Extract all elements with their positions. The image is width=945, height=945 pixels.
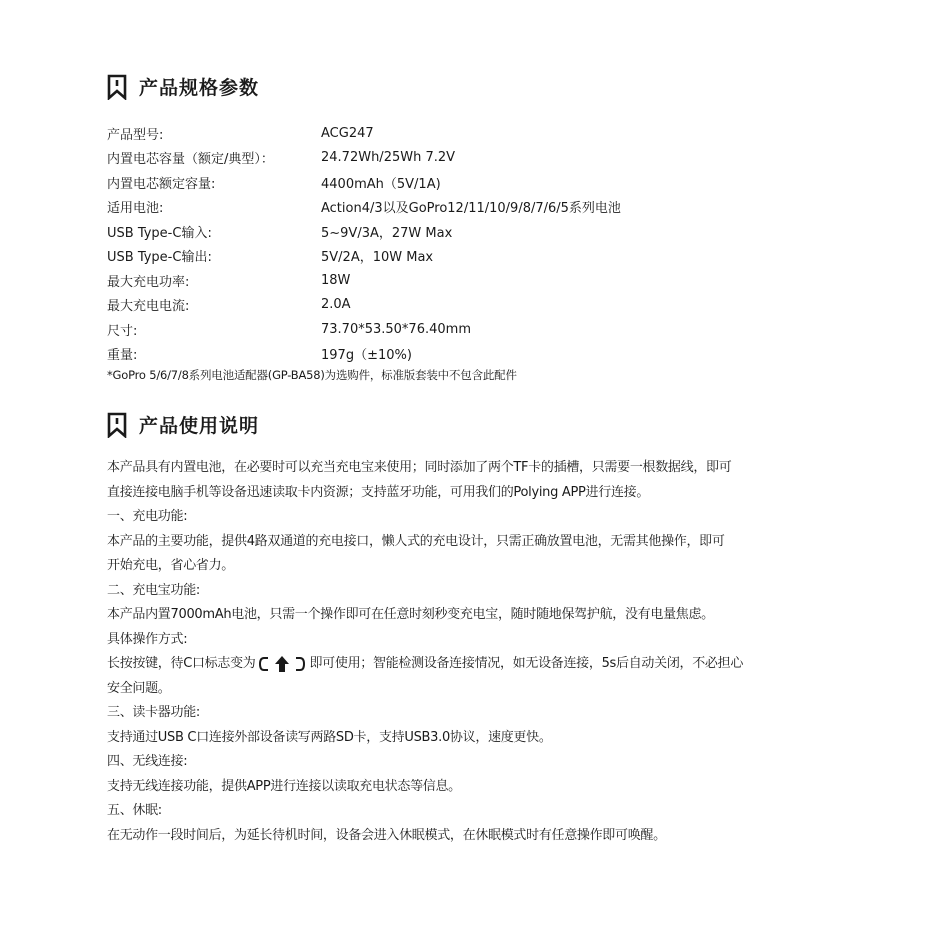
- spec-value: 73.70*53.50*76.40mm: [321, 321, 471, 337]
- spec-section-header: [107, 73, 259, 100]
- usage-body: [107, 456, 847, 848]
- usage-paragraph-line: 本产品的主要功能，提供4路双通道的充电接口，懒人式的充电设计，只需正确放置电池，无需其他操作，即可: [107, 533, 725, 549]
- usage-paragraph-line: 支持无线连接功能，提供APP进行连接以读取充电状态等信息。: [107, 778, 461, 794]
- usage-text-segment: 长按按键，待C口标志变为: [107, 656, 256, 671]
- usage-paragraph-line: 开始充电，省心省力。: [107, 558, 235, 573]
- spec-value: 5V/2A，10W Max: [321, 250, 434, 266]
- usage-subheading: 具体操作方式:: [107, 631, 188, 647]
- spec-label: 产品型号:: [107, 127, 164, 143]
- spec-label: 适用电池:: [107, 201, 164, 217]
- spec-row: [107, 170, 867, 195]
- spec-label: 最大充电功率:: [107, 274, 190, 290]
- bookmark-icon: [107, 412, 127, 438]
- usage-paragraph-line: [107, 652, 847, 677]
- usage-heading: 五、休眠:: [107, 803, 162, 818]
- spec-row: [107, 268, 867, 293]
- spec-row: [107, 219, 867, 244]
- spec-row: [107, 146, 867, 171]
- spec-label: USB Type-C输入:: [107, 225, 212, 241]
- spec-row: [107, 121, 867, 146]
- spec-value: 24.72Wh/25Wh 7.2V: [321, 150, 456, 166]
- usb-c-up-arrow-icon: [258, 655, 306, 673]
- spec-label: 尺寸:: [107, 323, 138, 339]
- spec-section-title: 产品规格参数: [139, 77, 260, 99]
- usage-paragraph-line: 在无动作一段时间后，为延长待机时间，设备会进入休眠模式，在休眠模式时有任意操作即可唤醒。: [107, 827, 666, 843]
- spec-label: USB Type-C输出:: [107, 250, 212, 266]
- spec-value: 5~9V/3A，27W Max: [321, 225, 453, 241]
- usage-heading: 一、充电功能:: [107, 509, 188, 524]
- spec-table: [107, 121, 867, 366]
- spec-label: 内置电芯容量（额定/典型）：: [107, 152, 274, 168]
- spec-row: [107, 244, 867, 269]
- spec-row: [107, 317, 867, 342]
- usage-paragraph-line: 本产品具有内置电池，在必要时可以充当充电宝来使用；同时添加了两个TF卡的插槽，只需要一根数据线，即可: [107, 460, 732, 475]
- spec-value: 197g（±10%): [321, 348, 412, 364]
- spec-footnote: *GoPro 5/6/7/8系列电池适配器(GP-BA58)为选购件，标准版套装中不包含此配件: [107, 368, 517, 382]
- spec-label: 内置电芯额定容量:: [107, 176, 216, 192]
- spec-row: [107, 293, 867, 318]
- spec-value: ACG247: [321, 125, 374, 141]
- spec-row: [107, 342, 867, 367]
- usage-heading: 三、读卡器功能:: [107, 705, 200, 720]
- usage-paragraph-line: 本产品内置7000mAh电池，只需一个操作即可在任意时刻秒变充电宝，随时随地保驾护航，没有电量焦虑。: [107, 607, 714, 622]
- spec-label: 最大充电电流:: [107, 299, 190, 315]
- usage-section-header: [107, 411, 259, 438]
- usage-section-title: 产品使用说明: [139, 415, 260, 437]
- bookmark-icon: [107, 74, 127, 100]
- usage-paragraph-line: 支持通过USB C口连接外部设备读写两路SD卡，支持USB3.0协议，速度更快。: [107, 729, 552, 745]
- usage-heading: 二、充电宝功能:: [107, 582, 200, 598]
- usage-paragraph-line: 安全问题。: [107, 680, 171, 696]
- spec-label: 重量:: [107, 348, 138, 364]
- spec-value: 4400mAh（5V/1A): [321, 176, 441, 192]
- usage-heading: 四、无线连接:: [107, 754, 188, 769]
- usage-text-segment: 即可使用；智能检测设备连接情况，如无设备连接，5s后自动关闭，不必担心: [309, 656, 744, 671]
- spec-value: 18W: [321, 272, 351, 288]
- spec-row: [107, 195, 867, 220]
- spec-value: 2.0A: [321, 297, 351, 313]
- spec-value: Action4/3以及GoPro12/11/10/9/8/7/6/5系列电池: [321, 201, 621, 217]
- usage-paragraph-line: 直接连接电脑手机等设备迅速读取卡内资源；支持蓝牙功能，可用我们的Polying APP进行连接。: [107, 484, 650, 500]
